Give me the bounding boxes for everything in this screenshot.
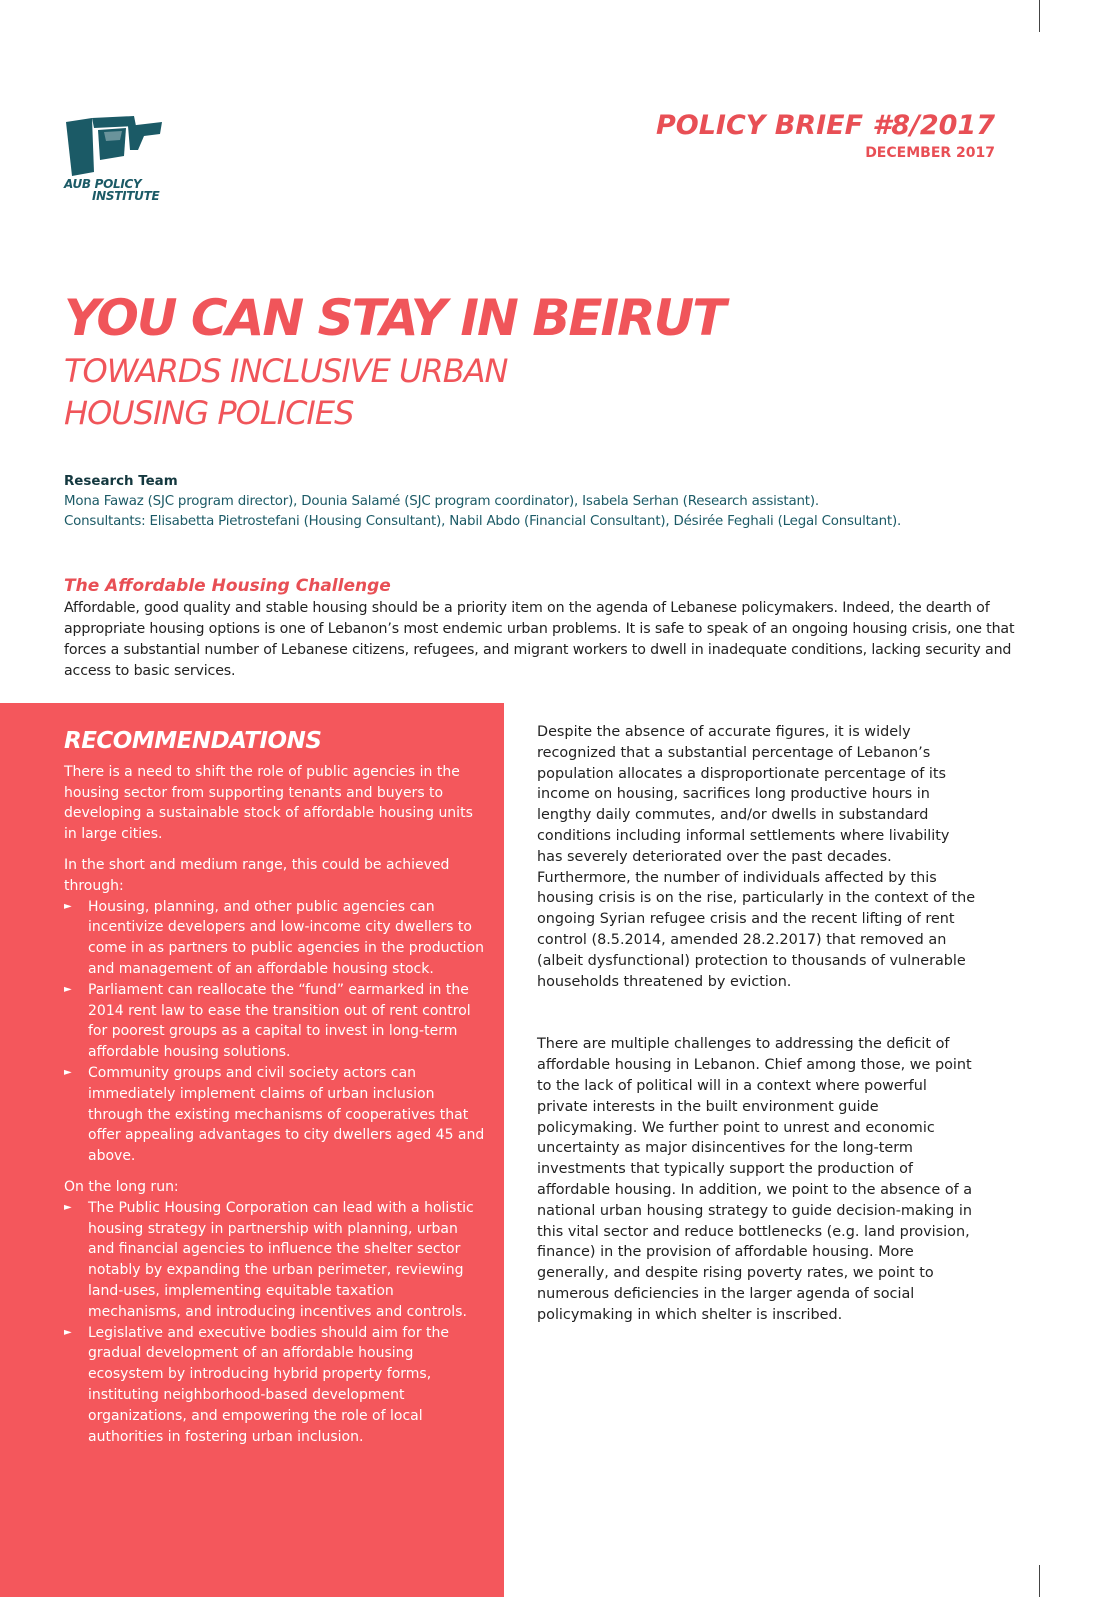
document-subtitle: TOWARDS INCLUSIVE URBAN HOUSING POLICIES [64, 352, 508, 432]
recommendations-heading: RECOMMENDATIONS [64, 728, 322, 754]
triangle-bullet-icon: ► [64, 1326, 72, 1338]
body-paragraph-2: There are multiple challenges to addressing the deficit of affordable housing in Lebanon. Chief among those, we point to the lack of political will in a context where powerful private interests in the built environment guide policymaking. We further point to unrest and economic uncertainty as major disincentives for the long-term investments that typically support the production of affordable housing. In addition, we point to the absence of a national urban housing strategy to guide decision-making in this vital sector and reduce bottlenecks (e.g. land provision, finance) in the provision of affordable housing. More generally, and despite rising poverty rates, we point to numerous deficiencies in the larger agenda of social policymaking in which shelter is inscribed. [537, 1036, 973, 1323]
list-item [64, 897, 486, 980]
body-column [537, 722, 977, 1326]
logo-wordmark [64, 178, 168, 202]
crop-mark-top-right [1039, 0, 1040, 32]
research-team-members: Mona Fawaz (SJC program director), Dounia Salamé (SJC program coordinator), Isabela Serhan (Research assistant). [64, 494, 819, 509]
triangle-bullet-icon: ► [64, 983, 72, 995]
recommendations-section [64, 725, 486, 1457]
body-paragraph-1: Despite the absence of accurate figures, it is widely recognized that a substantial percentage of Lebanon’s population allocates a disproportionate percentage of its income on housing, sacrifices long productive hours in lengthy daily commutes, and/or dwells in substandard conditions including informal settlements where livability has severely deteriorated over the past decades. Furthermore, the number of individuals affected by this housing crisis is on the rise, particularly in the context of the ongoing Syrian refugee crisis and the recent lifting of rent control (8.5.2014, amended 28.2.2017) that removed an (albeit dysfunctional) protection to thousands of vulnerable households threatened by eviction. [537, 724, 976, 990]
research-team-heading: Research Team [64, 474, 178, 489]
brief-number: POLICY BRIEF #8/2017 [655, 110, 995, 141]
logo-line-1: AUB POLICY [64, 177, 142, 191]
recommendations-intro: There is a need to shift the role of public agencies in the housing sector from supporting tenants and buyers to developing a sustainable stock of affordable housing units in large cities. [64, 763, 473, 843]
long-term-list [64, 1198, 486, 1448]
list-item [64, 1198, 486, 1323]
list-item-text: Housing, planning, and other public agencies can incentivize developers and low-income city dwellers to come in as partners to public agencies in the production and management of an affordable housing stock. [88, 898, 484, 977]
short-term-list [64, 897, 486, 1167]
brief-date: DECEMBER 2017 [865, 145, 995, 161]
list-item-text: Legislative and executive bodies should aim for the gradual development of an affordable housing ecosystem by introducing hybrid property forms, instituting neighborhood-based development organizations, and empowering the role of local authorities in fostering urban inclusion. [88, 1324, 450, 1445]
aub-policy-institute-logo [64, 116, 168, 202]
challenge-paragraph: Affordable, good quality and stable housing should be a priority item on the agenda of Lebanese policymakers. Indeed, the dearth of appropriate housing options is one of Lebanon’s most endemic urban problems. It is safe to speak of an ongoing housing crisis, one that forces a substantial number of Lebanese citizens, refugees, and migrant workers to dwell in inadequate conditions, lacking security and access to basic services. [64, 600, 1015, 679]
list-item [64, 1323, 486, 1448]
logo-line-2: INSTITUTE [92, 189, 160, 203]
research-team [64, 472, 1024, 532]
challenge-heading: The Affordable Housing Challenge [64, 576, 391, 596]
challenge-section [64, 576, 1024, 682]
list-item [64, 980, 486, 1063]
brief-header [656, 110, 995, 161]
research-team-consultants: Consultants: Elisabetta Pietrostefani (Housing Consultant), Nabil Abdo (Financial Consultant), Désirée Feghali (Legal Consultant). [64, 514, 902, 529]
list-item-text: The Public Housing Corporation can lead with a holistic housing strategy in partnership with planning, urban and financial agencies to influence the shelter sector notably by expanding the urban perimeter, reviewing land-uses, implementing equitable taxation mechanisms, and introducing incentives and controls. [88, 1199, 474, 1320]
logo-mark-icon [64, 116, 164, 178]
long-term-label: On the long run: [64, 1178, 179, 1195]
list-item-text: Parliament can reallocate the “fund” earmarked in the 2014 rent law to ease the transition out of rent control for poorest groups as a capital to invest in long-term affordable housing solutions. [88, 981, 471, 1061]
triangle-bullet-icon: ► [64, 1201, 72, 1213]
crop-mark-bottom-right [1039, 1565, 1040, 1597]
triangle-bullet-icon: ► [64, 1066, 72, 1078]
document-title: YOU CAN STAY IN BEIRUT [64, 289, 725, 347]
triangle-bullet-icon: ► [64, 900, 72, 912]
list-item [64, 1063, 486, 1167]
short-term-label: In the short and medium range, this could be achieved through: [64, 856, 450, 894]
list-item-text: Community groups and civil society actors can immediately implement claims of urban inclusion through the existing mechanisms of cooperatives that offer appealing advantages to city dwellers aged 45 and above. [88, 1064, 485, 1165]
